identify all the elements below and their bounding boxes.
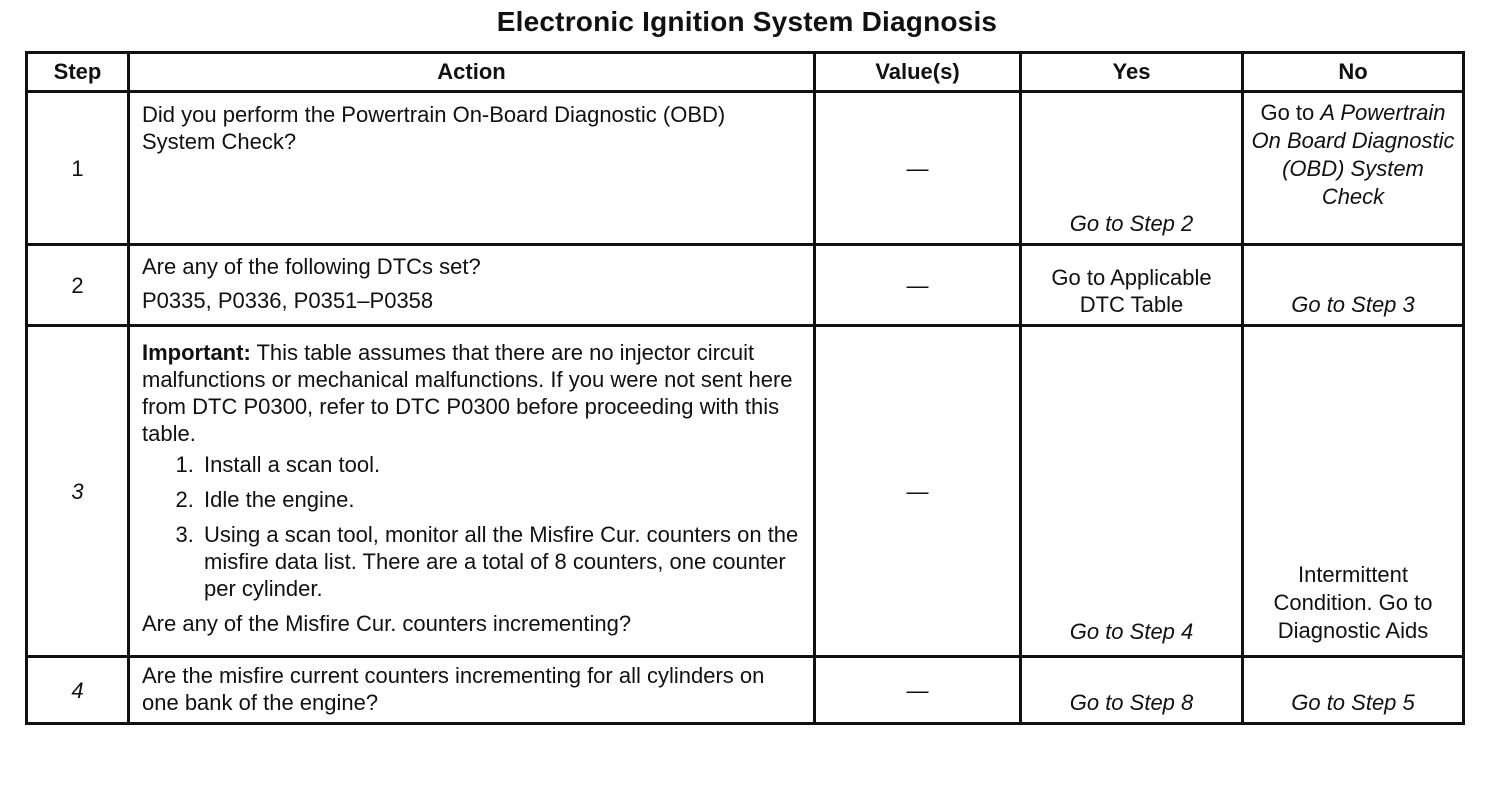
no-link[interactable]: Go to Step 5 [1291,690,1415,715]
no-cell [1243,657,1464,724]
yes-cell [1021,657,1243,724]
yes-link[interactable]: Go to Step 8 [1069,690,1194,715]
table-row [27,92,1464,245]
yes-cell[interactable]: Go to Applicable DTC Table [1021,245,1243,326]
important-label: Important: [142,340,251,365]
diagnosis-table [25,51,1465,725]
no-prefix: Go to [1260,100,1321,125]
table-header-row [27,53,1464,92]
action-text: Are the misfire current counters incrementing for all cylinders on one bank of the engine? [129,657,815,724]
step-number: 2 [27,245,129,326]
step-number: 1 [27,92,129,245]
yes-cell [1021,92,1243,245]
value-cell: — [815,245,1021,326]
header-action: Action [129,53,815,92]
table-row [27,245,1464,326]
table-row [27,326,1464,657]
yes-link[interactable]: Go to Step 2 [1069,211,1194,236]
substep-list [142,451,803,602]
important-note [142,339,803,447]
list-item: 3. Using a scan tool, monitor all the Misfire Cur. counters on the misfire data list. There are a total of 8 counters, one counter per cylinder. [200,521,803,602]
value-cell: — [815,657,1021,724]
list-item: 2. Idle the engine. [200,486,803,513]
page-title: Electronic Ignition System Diagnosis [496,6,998,37]
step-number: 4 [27,657,129,724]
action-line: Are any of the following DTCs set? [142,254,481,279]
no-cell [1243,245,1464,326]
yes-cell [1021,326,1243,657]
table-row [27,657,1464,724]
no-cell[interactable]: Intermittent Condition. Go to Diagnostic Aids [1243,326,1464,657]
list-item: 1. Install a scan tool. [200,451,803,478]
action-text [129,326,815,657]
action-text [129,245,815,326]
value-cell: — [815,326,1021,657]
value-cell: — [815,92,1021,245]
header-yes: Yes [1021,53,1243,92]
action-question: Are any of the Misfire Cur. counters incrementing? [142,611,632,636]
yes-link[interactable]: Go to Step 4 [1069,619,1194,644]
no-link[interactable]: Go to Step 3 [1291,292,1415,317]
header-no: No [1243,53,1464,92]
action-text: Did you perform the Powertrain On-Board Diagnostic (OBD) System Check? [129,92,815,245]
important-text: This table assumes that there are no injector circuit malfunctions or mechanical malfunctions. If you were not sent here from DTC P0300, refer to DTC P0300 before proceeding with this table. [142,340,793,446]
dtc-list: P0335, P0336, P0351–P0358 [142,288,434,313]
header-step: Step [27,53,129,92]
no-link[interactable]: A Powertrain On Board Diagnostic (OBD) System Check [1251,100,1455,209]
no-cell [1243,92,1464,245]
header-values: Value(s) [815,53,1021,92]
step-number: 3 [27,326,129,657]
